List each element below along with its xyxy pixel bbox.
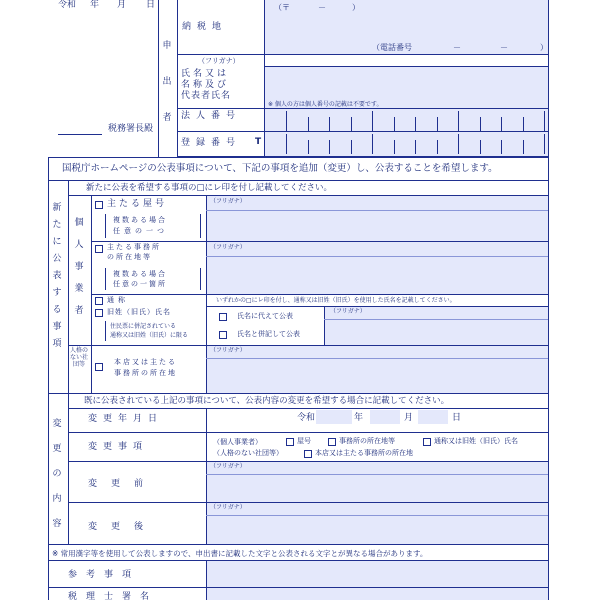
hq-location-field[interactable] — [207, 359, 548, 393]
name-label-3: 代表者氏名 — [181, 91, 232, 101]
either-note: いずれかの□にレ印を付し、通称又は旧姓（旧氏）を使用した氏名を記載してください。 — [216, 297, 456, 304]
main-shop-label: 主たる屋号 — [107, 199, 168, 209]
phone-label: （電話番号 — [372, 43, 412, 52]
digit-separator — [523, 140, 524, 154]
digit-separator — [286, 134, 287, 154]
reg-number-prefix: T — [255, 137, 262, 147]
office-note-1: 複数ある場合 — [113, 270, 167, 278]
office-location-label-1: 主たる事務所 — [107, 243, 161, 251]
after-furigana-field[interactable] — [207, 503, 548, 515]
reference-field[interactable] — [207, 561, 548, 587]
tax-office-suffix: 税務署長殿 — [108, 124, 154, 134]
address-label: 納税地 — [182, 22, 228, 32]
phone-dash-2: － — [500, 43, 508, 52]
change-shop-label: 屋号 — [297, 437, 311, 445]
change-date-day-field[interactable] — [418, 410, 448, 424]
office-furigana-field[interactable] — [207, 242, 548, 256]
reg-number-label: 登録番号 — [181, 138, 242, 148]
sole-prop-label: （個人事業者） — [213, 438, 262, 446]
hq-location-label-2: 事務所の所在地 — [114, 369, 177, 377]
resident-note-1: 住民票に併記されている — [110, 323, 177, 330]
hq-furigana-field[interactable] — [207, 346, 548, 358]
digit-separator — [329, 117, 330, 131]
main-shop-name-field[interactable] — [207, 211, 548, 241]
signature-field[interactable] — [207, 588, 548, 600]
hq-location-label-1: 本店又は主たる — [114, 358, 177, 366]
digit-separator — [544, 111, 545, 131]
new-items-instruction: 新たに公表を希望する事項の□にレ印を付し記載してください。 — [86, 183, 333, 193]
furigana-label: （フリガナ） — [198, 57, 240, 65]
date-year: 年 — [90, 0, 100, 10]
change-vertical-label: 変更の内容 — [52, 419, 62, 529]
tax-office-field[interactable] — [58, 122, 102, 135]
office-note-2: 任意の一箇所 — [113, 280, 167, 288]
main-shop-furigana-field[interactable] — [207, 196, 548, 210]
change-instruction: 既に公表されている上記の事項について、公表内容の変更を希望する場合に記載してください。 — [84, 396, 450, 406]
unincorporated-vertical-label: 人格のない社団等 — [70, 347, 89, 368]
digit-separator — [415, 140, 416, 154]
kanji-note: ※ 常用漢字等を使用して公表しますので、申出書に記載した文字と公表される文字とが異なる場合があります。 — [52, 549, 428, 558]
change-shop-checkbox[interactable] — [286, 438, 294, 446]
digit-separator — [351, 140, 352, 154]
digit-separator — [394, 117, 395, 131]
digit-separator — [394, 140, 395, 154]
change-hq-checkbox[interactable] — [304, 450, 312, 458]
office-location-label-2: の所在地等 — [107, 253, 152, 261]
digit-separator — [308, 117, 309, 131]
postal-open: （〒 — [274, 3, 290, 12]
main-shop-note-2: 任意の一つ — [113, 227, 168, 235]
change-office-label: 事務所の所在地等 — [339, 437, 395, 445]
digit-separator — [458, 134, 459, 154]
digit-separator — [480, 117, 481, 131]
change-common-label: 通称又は旧姓（旧氏）氏名 — [434, 437, 518, 445]
intro-text: 国税庁ホームページの公表事項について、下記の事項を追加（変更）し、公表することを希望します。 — [62, 163, 498, 174]
resident-note-2: 通称又は旧姓（旧氏）に限る — [110, 332, 189, 339]
office-location-field[interactable] — [207, 257, 548, 294]
bottom-label: 税理士署名 — [68, 592, 159, 602]
instead-option-checkbox[interactable] — [219, 313, 227, 321]
main-shop-note-1: 複数ある場合 — [113, 216, 167, 224]
change-date-year: 年 — [354, 413, 364, 423]
new-items-vertical-label: 新たに公表する事項 — [52, 203, 62, 349]
change-date-month-field[interactable] — [370, 410, 400, 424]
digit-separator — [372, 111, 373, 131]
common-name-checkbox[interactable] — [95, 297, 103, 305]
change-hq-label: 本店又は主たる事務所の所在地 — [315, 449, 413, 457]
corp-number-note: ※ 個人の方は個人番号の記載は不要です。 — [268, 101, 383, 108]
common-name-furigana: （フリガナ） — [330, 308, 366, 315]
digit-separator — [415, 117, 416, 131]
before-label: 変更前 — [88, 479, 158, 489]
digit-separator — [351, 117, 352, 131]
date-day: 日 — [146, 0, 156, 10]
before-field[interactable] — [207, 475, 548, 502]
phone-close: ） — [540, 43, 548, 52]
digit-separator — [480, 140, 481, 154]
applicant-vertical-label: 申出者 — [162, 41, 172, 123]
change-date-year-field[interactable] — [316, 410, 352, 424]
digit-separator — [523, 117, 524, 131]
common-name-label: 通称 — [107, 296, 129, 304]
hq-location-checkbox[interactable] — [95, 363, 103, 371]
change-date-era: 令和 — [297, 413, 316, 423]
date-era: 令和 — [58, 0, 77, 10]
before-furigana: （フリガナ） — [210, 463, 246, 470]
change-items-label: 変更事項 — [88, 442, 149, 452]
digit-separator — [501, 140, 502, 154]
main-shop-checkbox[interactable] — [95, 201, 103, 209]
change-date-label: 変更年月日 — [88, 414, 164, 424]
name-label-1: 氏名又は — [181, 69, 230, 79]
together-option-checkbox[interactable] — [219, 331, 227, 339]
after-label: 変更後 — [88, 522, 158, 532]
digit-separator — [308, 140, 309, 154]
hq-furigana: （フリガナ） — [210, 347, 246, 354]
before-furigana-field[interactable] — [207, 462, 548, 474]
postal-close: ） — [352, 3, 360, 12]
digit-separator — [437, 117, 438, 131]
change-date-month: 月 — [404, 413, 414, 423]
maiden-name-label: 旧姓（旧氏）氏名 — [107, 308, 171, 316]
office-furigana: （フリガナ） — [210, 244, 246, 251]
unincorporated-label: （人格のない社団等） — [213, 449, 283, 457]
corp-number-label: 法人番号 — [181, 111, 242, 121]
individual-vertical-label: 個人事業者 — [74, 218, 84, 316]
reference-label: 参考事項 — [68, 570, 141, 580]
postal-dash: － — [318, 3, 326, 12]
maiden-name-checkbox[interactable] — [95, 309, 103, 317]
digit-separator — [286, 111, 287, 131]
digit-separator — [372, 134, 373, 154]
digit-separator — [329, 140, 330, 154]
digit-separator — [458, 111, 459, 131]
common-name-field[interactable] — [325, 320, 548, 345]
digit-separator — [437, 140, 438, 154]
date-month: 月 — [117, 0, 127, 10]
change-office-checkbox[interactable] — [328, 438, 336, 446]
after-furigana: （フリガナ） — [210, 504, 246, 511]
digit-separator — [544, 134, 545, 154]
change-common-checkbox[interactable] — [423, 438, 431, 446]
change-date-day: 日 — [452, 413, 462, 423]
digit-separator — [501, 117, 502, 131]
name-label-2: 名称及び — [181, 80, 230, 90]
instead-option-label: 氏名に代えて公表 — [237, 312, 293, 320]
office-location-checkbox[interactable] — [95, 245, 103, 253]
main-shop-furigana: （フリガナ） — [210, 198, 246, 205]
together-option-label: 氏名と併記して公表 — [237, 330, 300, 338]
phone-dash-1: － — [453, 43, 461, 52]
after-field[interactable] — [207, 516, 548, 544]
